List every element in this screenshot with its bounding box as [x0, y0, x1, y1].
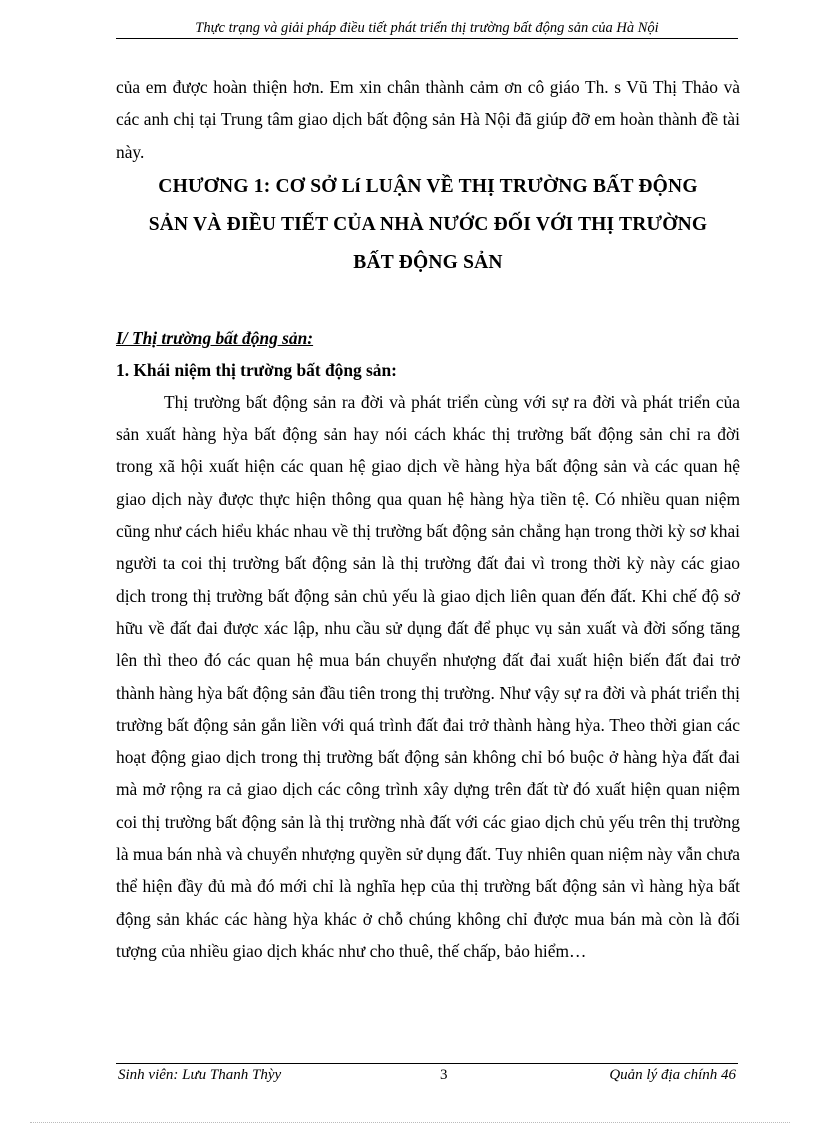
section-title: I/ Thị trường bất động sản:: [116, 327, 314, 348]
page-body: [116, 71, 740, 967]
chapter-heading: [116, 168, 740, 282]
footer-student-name: Sinh viên: Lưu Thanh Thỳy: [118, 1067, 282, 1083]
chapter-heading-line-1: CHƯƠNG 1: CƠ SỞ Lí LUẬN VỀ THỊ TRƯỜNG BẤT ĐỘNG: [158, 175, 698, 197]
footer-class: Quản lý địa chính 46: [609, 1067, 736, 1083]
intro-paragraph: của em được hoàn thiện hơn. Em xin chân thành cảm ơn cô giáo Th. s Vũ Thị Thảo và các anh chị tại Trung tâm giao dịch bất động sản Hà Nội đã giúp đỡ em hoàn thành đề tài này.: [116, 77, 740, 162]
subsection-title: 1. Khái niệm thị trường bất động sản:: [116, 359, 397, 380]
chapter-heading-line-3: BẤT ĐỘNG SẢN: [353, 251, 503, 273]
chapter-heading-line-2: SẢN VÀ ĐIỀU TIẾT CỦA NHÀ NƯỚC ĐỐI VỚI THỊ TRƯỜNG: [148, 213, 708, 235]
main-paragraph: Thị trường bất động sản ra đời và phát triển cùng với sự ra đời và phát triển của sản xuất hàng hỳa bất động sản hay nói cách khác thị trường bất động sản chỉ ra đời trong xã hội xuất hiện các quan hệ giao dịch về hàng hỳa bất động sản và các quan hệ giao dịch này được thực hiện thông qua quan hệ hàng hỳa tiền tệ. Có nhiều quan niệm cũng như cách hiểu khác nhau về thị trường bất động sản chẳng hạn trong thời kỳ sơ khai người ta coi thị trường bất động sản là thị trường đất đai vì trong thời kỳ này các giao dịch trong thị trường bất động sản chủ yếu là giao dịch liên quan đến đất. Khi chế độ sở hữu về đất đai được xác lập, nhu cầu sử dụng đất để phục vụ sản xuất và đời sống tăng lên thì theo đó các quan hệ mua bán chuyển nhượng đất đai xuất hiện biến đất đai trở thành hàng hỳa bất động sản đầu tiên trong thị trường. Như vậy sự ra đời và phát triển thị trường bất động sản gắn liền với quá trình đất đai trở thành hàng hỳa. Theo thời gian các hoạt động giao dịch trong thị trường bất động sản không chỉ bó buộc ở hàng hỳa đất đai mà mở rộng ra cả giao dịch các công trình xây dựng trên đất từ đó xuất hiện quan niệm coi thị trường bất động sản là thị trường nhà đất với các giao dịch chủ yếu trên thị trường là mua bán nhà và chuyển nhượng quyền sử dụng đất. Tuy nhiên quan niệm này vẫn chưa thể hiện đầy đủ mà đó mới chỉ là nghĩa hẹp của thị trường bất động sản vì hàng hỳa bất động sản khác các hàng hỳa khác ở chỗ chúng không chỉ được mua bán mà còn là đối tượng của nhiều giao dịch khác như cho thuê, thế chấp, bảo hiểm…: [116, 391, 740, 961]
footer-divider: [116, 1063, 738, 1064]
page-header: Thực trạng và giải pháp điều tiết phát triển thị trường bất động sản của Hà Nội: [116, 20, 738, 39]
footer-page-number: 3: [440, 1067, 448, 1083]
